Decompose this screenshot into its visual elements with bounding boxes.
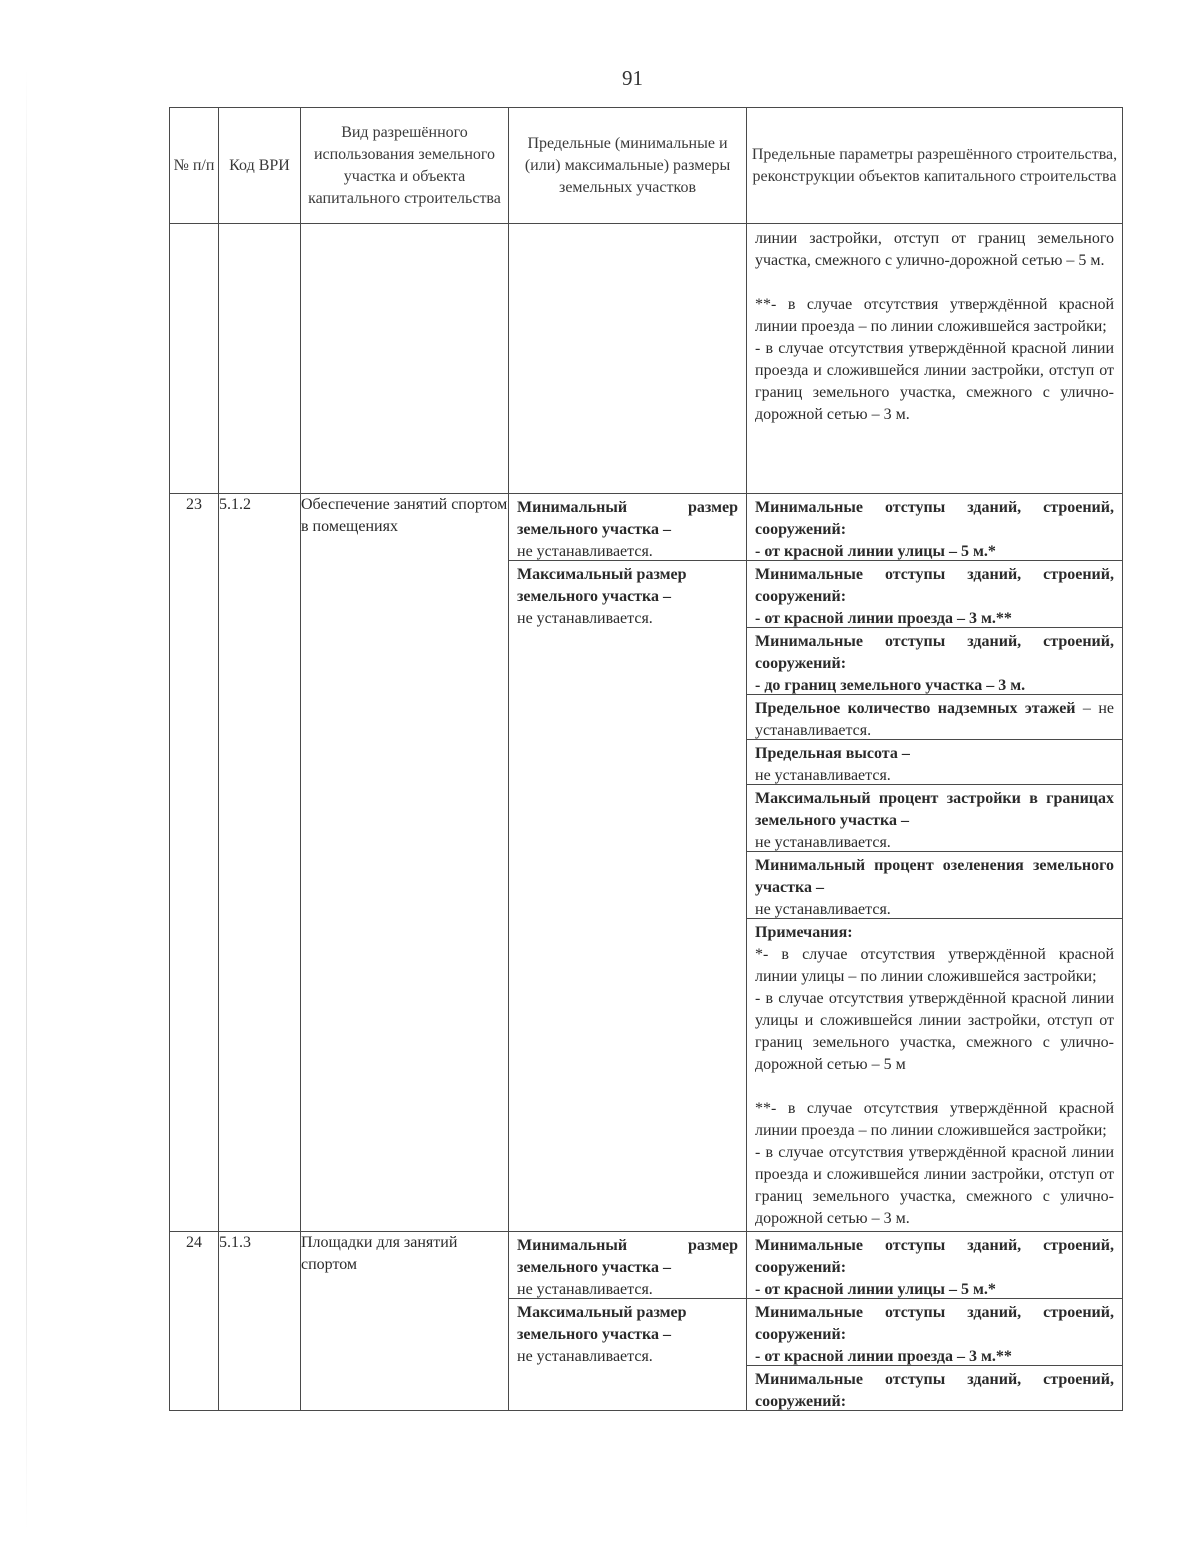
row23-param-setback-boundary: Минимальные отступы зданий, строений, сооружений: - до границ земельного участка – 3 м. <box>747 627 1122 694</box>
scan-edge-shadow <box>26 70 27 1530</box>
cont-type-cell <box>301 224 509 494</box>
zoning-table <box>169 107 1123 1411</box>
row23-notes-title: Примечания: <box>755 924 853 941</box>
row23-max-size: Максимальный размер земельного участка – не устанавливается. <box>509 560 746 631</box>
row24-param-setback-passage: Минимальные отступы зданий, строений, сооружений: - от красной линии проезда – 3 м.** <box>747 1298 1122 1365</box>
row23-note1b: - в случае отсутствия утверждённой красной линии улицы и сложившейся линии застройки, отступ от границ земельного участка, смежного с улично-дорожной сетью – 5 м <box>755 990 1114 1073</box>
header-code: Код ВРИ <box>219 108 301 224</box>
row24-param-setback-boundary: Минимальные отступы зданий, строений, сооружений: <box>747 1365 1122 1410</box>
row24-num: 24 <box>170 1232 219 1411</box>
row23-param-floors: Предельное количество надземных этажей – не устанавливается. <box>747 694 1122 739</box>
row24-max-size: Максимальный размер земельного участка – не устанавливается. <box>509 1298 746 1409</box>
row23-name: Обеспечение занятий спортом в помещениях <box>301 494 509 1232</box>
cont-note2a: **- в случае отсутствия утверждённой красной линии проезда – по линии сложившейся застройки; <box>755 296 1114 335</box>
row24-min-size: Минимальный размер земельного участка – не устанавливается. <box>517 1237 738 1298</box>
cont-num-cell <box>170 224 219 494</box>
row23-param-setback-street: Минимальные отступы зданий, строений, сооружений: - от красной линии улицы – 5 м.* <box>755 499 1114 560</box>
table-row-24 <box>170 1232 1123 1411</box>
row23-param-height: Предельная высота – не устанавливается. <box>747 739 1122 784</box>
row24-code: 5.1.3 <box>219 1232 301 1411</box>
header-params: Предельные параметры разрешённого строительства, реконструкции объектов капитального строительства <box>747 108 1123 224</box>
row23-sizes-cell <box>509 494 747 1232</box>
row23-notes <box>747 918 1122 1231</box>
row23-note2b: - в случае отсутствия утверждённой красной линии проезда и сложившейся линии застройки, отступ от границ земельного участка, смежного с улично-дорожной сетью – 3 м. <box>755 1144 1114 1227</box>
header-sizes: Предельные (минимальные и (или) максимальные) размеры земельных участков <box>509 108 747 224</box>
row24-name: Площадки для занятий спортом <box>301 1232 509 1411</box>
cont-line1: линии застройки, отступ от границ земельного участка, смежного с улично-дорожной сетью – 5 м. <box>755 230 1114 269</box>
row23-param-max-coverage: Максимальный процент застройки в границах земельного участка – не устанавливается. <box>747 784 1122 851</box>
table-row-23 <box>170 494 1123 1232</box>
row23-param-min-greenery: Минимальный процент озеленения земельного участка – не устанавливается. <box>747 851 1122 918</box>
row23-params-cell <box>747 494 1123 1232</box>
row24-sizes-cell <box>509 1232 747 1411</box>
cont-note2b: - в случае отсутствия утверждённой красной линии проезда и сложившейся линии застройки, отступ от границ земельного участка, смежного с улично-дорожной сетью – 3 м. <box>755 340 1114 423</box>
row23-note1a: *- в случае отсутствия утверждённой красной линии улицы – по линии сложившейся застройки; <box>755 946 1114 985</box>
table-header-row <box>170 108 1123 224</box>
page-number: 91 <box>622 66 643 90</box>
row24-param-setback-street: Минимальные отступы зданий, строений, сооружений: - от красной линии улицы – 5 м.* <box>755 1237 1114 1298</box>
row23-note2a: **- в случае отсутствия утверждённой красной линии проезда – по линии сложившейся застройки; <box>755 1100 1114 1139</box>
cont-params-cell <box>747 224 1123 494</box>
row23-code: 5.1.2 <box>219 494 301 1232</box>
cont-code-cell <box>219 224 301 494</box>
row23-num: 23 <box>170 494 219 1232</box>
table-row-continuation <box>170 224 1123 494</box>
cont-sizes-cell <box>509 224 747 494</box>
header-type: Вид разрешённого использования земельного участка и объекта капитального строительства <box>301 108 509 224</box>
row23-param-setback-passage: Минимальные отступы зданий, строений, сооружений: - от красной линии проезда – 3 м.** <box>747 560 1122 627</box>
row23-min-size: Минимальный размер земельного участка – не устанавливается. <box>517 499 738 560</box>
header-num: № п/п <box>170 108 219 224</box>
row24-params-cell <box>747 1232 1123 1411</box>
